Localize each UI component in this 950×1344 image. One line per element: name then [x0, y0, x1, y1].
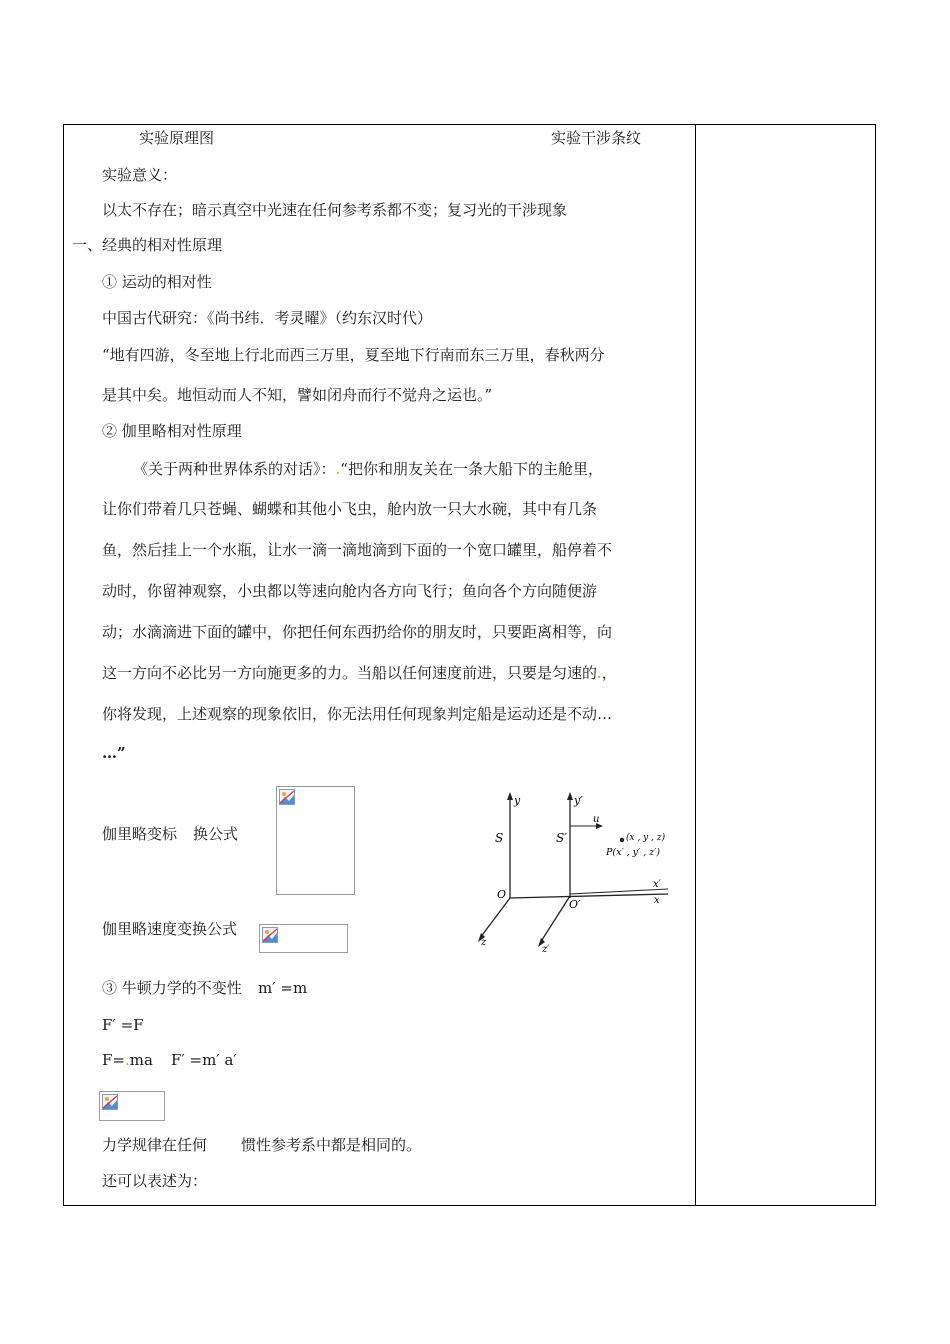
label-point-prime: P(x′ , y′ , z′) [606, 847, 661, 858]
significance-text: 以太不存在；暗示真空中光速在任何参考系都不变；复习光的干涉现象 [102, 201, 568, 219]
annotation-dot: . [124, 1051, 130, 1069]
galileo-line: 鱼，然后挂上一个水瓶，让水一滴一滴地滴到下面的一个宽口罐里，船停着不 [102, 541, 613, 559]
quote-line: “地有四游，冬至地上行北而西三万里，夏至地下行南而东三万里，春秋两分 [102, 346, 605, 364]
conclusion-line [102, 1135, 421, 1155]
subheading-galileo: ② 伽里略相对性原理 [102, 422, 242, 440]
section1-title: 一、经典的相对性原理 [72, 236, 223, 254]
galileo-intro [133, 459, 603, 479]
label-x-prime: x′ [653, 879, 661, 890]
label-y: y [514, 794, 521, 807]
newton-formula-image [99, 1091, 165, 1121]
header-right: 实验干涉条纹 [551, 129, 642, 147]
significance-label: 实验意义： [102, 166, 178, 184]
newton-equation [102, 1050, 237, 1070]
coordinate-system-diagram [472, 788, 677, 956]
label-O-prime: O′ [569, 898, 581, 911]
galileo-line-text: 这一方向不必比另一方向施更多的力。当船以任何速度前进，只要是匀速的 [102, 664, 598, 682]
subheading-relativity: ① 运动的相对性 [102, 273, 212, 291]
galileo-line: 动时，你留神观察，小虫都以等速向舱内各方向飞行；鱼向各个方向随便游 [102, 582, 598, 600]
ancient-reference: 中国古代研究：《尚书纬．考灵曜》（约东汉时代） [102, 309, 433, 327]
galileo-line: …” [102, 744, 126, 762]
velocity-transform-label: 伽里略速度变换公式 [102, 920, 238, 938]
mass-equation: m′ =m [258, 979, 308, 997]
coord-formula-image [276, 786, 355, 895]
label-O: O [497, 888, 507, 901]
label-x: x [654, 895, 660, 906]
header-left: 实验原理图 [139, 129, 215, 147]
annotation-dot: . [335, 460, 341, 478]
newton-eq-c: F′ =m′ a′ [170, 1051, 237, 1069]
broken-image-icon [279, 789, 295, 805]
label-u: u [593, 814, 600, 825]
also-stated: 还可以表述为： [102, 1172, 208, 1190]
coord-transform-label-a: 伽里略变标 [102, 825, 178, 843]
coord-transform-label-b: 换公式 [193, 825, 239, 843]
galileo-book-title: 《关于两种世界体系的对话》： [133, 460, 336, 478]
annotation-dot: . [597, 664, 602, 682]
velocity-formula-image [259, 924, 348, 953]
broken-image-icon [102, 1094, 118, 1110]
label-z: z [481, 937, 487, 948]
galileo-line: 你将发现，上述观察的现象依旧，你无法用任何现象判定船是运动还是不动… [102, 705, 613, 723]
coord-transform-label [102, 824, 238, 844]
column-divider [695, 124, 696, 1206]
galileo-line: 让你们带着几只苍蝇、蝴蝶和其他小飞虫，舱内放一只大水碗，其中有几条 [102, 500, 598, 518]
broken-image-icon [262, 927, 278, 943]
conclusion-b: 在任何 [162, 1136, 208, 1154]
label-y-prime: y′ [574, 794, 583, 807]
subheading-newton: ③ 牛顿力学的不变性 [102, 979, 242, 997]
quote-line: 是其中矣。地恒动而人不知，譬如闭舟而行不觉舟之运也。” [102, 386, 493, 404]
label-S-prime: S′ [556, 831, 567, 845]
force-equation: F′ =F [102, 1016, 144, 1034]
galileo-line: 这一方向不必比另一方向施更多的力。当船以任何速度前进，只要是匀速的.， [102, 664, 617, 682]
newton-eq-b: ma [129, 1051, 153, 1069]
conclusion-c: 惯性参考系中都是相同的。 [241, 1136, 422, 1154]
newton-eq-a: F= [102, 1051, 125, 1069]
point-P [620, 838, 624, 842]
label-S: S [495, 831, 504, 845]
galileo-quote-start: “把你和朋友关在一条大船下的主舱里， [340, 460, 603, 478]
label-z-prime: z′ [542, 944, 550, 955]
galileo-line: 动；水滴滴进下面的罐中，你把任何东西扔给你的朋友时，只要距离相等，向 [102, 623, 613, 641]
label-point: (x , y , z) [626, 833, 666, 843]
conclusion-a: 力学规律 [102, 1136, 163, 1154]
